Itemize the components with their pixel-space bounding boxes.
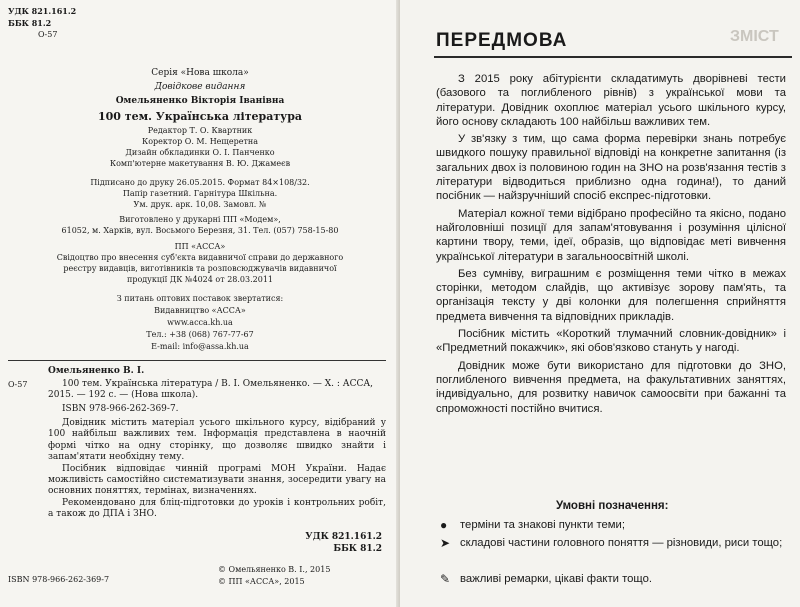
credit-proofreader: Коректор О. М. Нещеретна <box>142 137 258 146</box>
contact-email: E-mail: info@assa.kh.ua <box>151 342 249 351</box>
author-full-name: Омельяненко Вікторія Іванівна <box>115 96 285 106</box>
print-info-line-3: Ум. друк. арк. 10,08. Замовл. № <box>133 200 267 209</box>
catalog-code: О-57 <box>8 380 28 389</box>
copyright-publisher: © ПП «АССА», 2015 <box>218 577 305 586</box>
print-info-line-2: Папір газетний. Гарнітура Шкільна. <box>122 189 278 198</box>
contact-phone: Тел.: +38 (068) 767-77-67 <box>146 330 254 339</box>
preface-paragraph: Посібник містить «Короткий тлумачний словник-довідник» і «Предметний покажчик», які обов'язково стануть у нагоді. <box>436 328 786 355</box>
legend-text: терміни та знакові пункти теми; <box>460 519 625 531</box>
preface-paragraph: Довідник може бути використано для підготовки до ЗНО, поглибленого вивчення предмета, на факультативних заняттях, індивідуально, для розвитку навичок самоосвіти при бажанні та спроможності постійно вчитися. <box>436 359 786 415</box>
legend-item-terms <box>440 518 785 532</box>
credit-cover-design: Дизайн обкладинки О. І. Панченко <box>125 148 275 157</box>
catalog-entry: 100 тем. Українська література / В. І. Омельяненко. — Х. : АССА, 2015. — 192 с. — (Нова школа). <box>48 379 374 400</box>
abstract-paragraph: Довідник містить матеріал усього шкільного курсу, відібраний у 100 найбільш важливих тем. Інформація представлена в наочній формі чітко на одну сторінку, що дозволяє швидко знайти і запам'ятати необхідну тему. <box>48 418 386 463</box>
abstract-paragraph: Посібник відповідає чинній програмі МОН України. Надає можливість самостійно систематизувати знання, зосередити увагу на основних поняттях, термінах, визначеннях. <box>48 463 386 497</box>
legend-text: важливі ремарки, цікаві факти тощо. <box>460 573 652 585</box>
legend-text: складові частини головного поняття — різновиди, риси тощо; <box>460 537 783 549</box>
arrow-pointer-icon: ➤ <box>440 536 451 550</box>
credit-editor: Редактор Т. О. Квартник <box>147 126 253 135</box>
preface-paragraph: З 2015 року абітурієнти складатимуть дворівневі тести (базового та поглибленого рівнів) з української мови та літератури. Довідник охоплює матеріал усього шкільного курсу, його основу складають 100 найбільш важливих тем. <box>436 73 786 128</box>
series-label: Серія «Нова школа» <box>151 68 249 78</box>
catalog-udk: УДК 821.161.2 <box>305 532 382 542</box>
bullet-dot-icon: ● <box>440 518 448 532</box>
catalog-isbn: ISBN 978-966-262-369-7. <box>62 404 179 414</box>
printer-name: Виготовлено у друкарні ПП «Модем», <box>119 215 281 224</box>
preface-text <box>436 72 786 419</box>
classification-code: О-57 <box>38 30 58 39</box>
bbk-code: ББК 81.2 <box>8 18 52 28</box>
pencil-icon: ✎ <box>440 572 451 586</box>
legend-title: Умовні позначення: <box>556 500 669 512</box>
preface-paragraph: У зв'язку з тим, що сама форма перевірки знань потребує швидкого пошуку правильної відповіді на конкретне запитання (із загальних двох із половиною годин на ЗНО на розв'язання тестів з літератури відводиться приблизно одна година!), то даний посібник — найзручніший спосіб експрес-підготовки. <box>436 133 786 203</box>
contact-publisher: Видавництво «АССА» <box>154 306 246 315</box>
copyright-author: © Омельяненко В. І., 2015 <box>218 565 331 574</box>
printer-address: 61052, м. Харків, вул. Восьмого Березня, 31. Тел. (057) 758-15-80 <box>61 226 339 235</box>
wholesale-heading: З питань оптових поставок звертатися: <box>116 294 284 303</box>
book-title: 100 тем. Українська література <box>97 110 303 123</box>
edition-type: Довідкове видання <box>154 82 246 92</box>
divider <box>8 360 386 361</box>
show-through-heading: ЗМІСТ <box>730 28 779 45</box>
legend-item-components <box>440 536 785 550</box>
credit-layout: Комп'ютерне макетування В. Ю. Джамеєв <box>109 159 291 168</box>
certificate-line-3: продукції ДК №4024 от 28.03.2011 <box>126 275 273 284</box>
isbn-bottom: ISBN 978-966-262-369-7 <box>8 575 110 584</box>
legend-item-remarks <box>440 572 785 586</box>
certificate-line-1: Свідоцтво про внесення суб'єкта видавничої справи до державного <box>56 253 344 262</box>
header-underline <box>434 56 792 58</box>
abstract <box>48 418 386 521</box>
certificate-line-2: реєстру видавців, виготівників та розповсюджувачів видавничої <box>63 264 337 273</box>
page-title: ПЕРЕДМОВА <box>436 30 568 51</box>
catalog-author: Омельяненко В. І. <box>48 366 145 376</box>
catalog-bbk: ББК 81.2 <box>333 544 382 554</box>
contact-website: www.acca.kh.ua <box>167 318 233 327</box>
publisher-name: ПП «АССА» <box>174 242 226 251</box>
abstract-paragraph: Рекомендовано для бліц-підготовки до уроків і контрольних робіт, а також до ДПА і ЗНО. <box>48 497 386 520</box>
preface-paragraph: Матеріал кожної теми відібрано професійно та якісно, подано найголовніші позиції для запам'ятовування і розуміння цілісної картини твору, теми, ідеї, образів, що відповідає меті вивчення української літератури в загальноосвітній школі. <box>436 207 786 263</box>
preface-paragraph: Без сумніву, виграшним є розміщення теми чітко в межах сторінки, методом слайдів, що активізує зорову пам'ять, та організація тексту у дві колонки для полегшення сприйняття предмета вивчення та відповідних прикладів. <box>436 267 786 323</box>
udk-code: УДК 821.161.2 <box>8 6 77 16</box>
print-info-line-1: Підписано до друку 26.05.2015. Формат 84×108/32. <box>90 178 310 187</box>
